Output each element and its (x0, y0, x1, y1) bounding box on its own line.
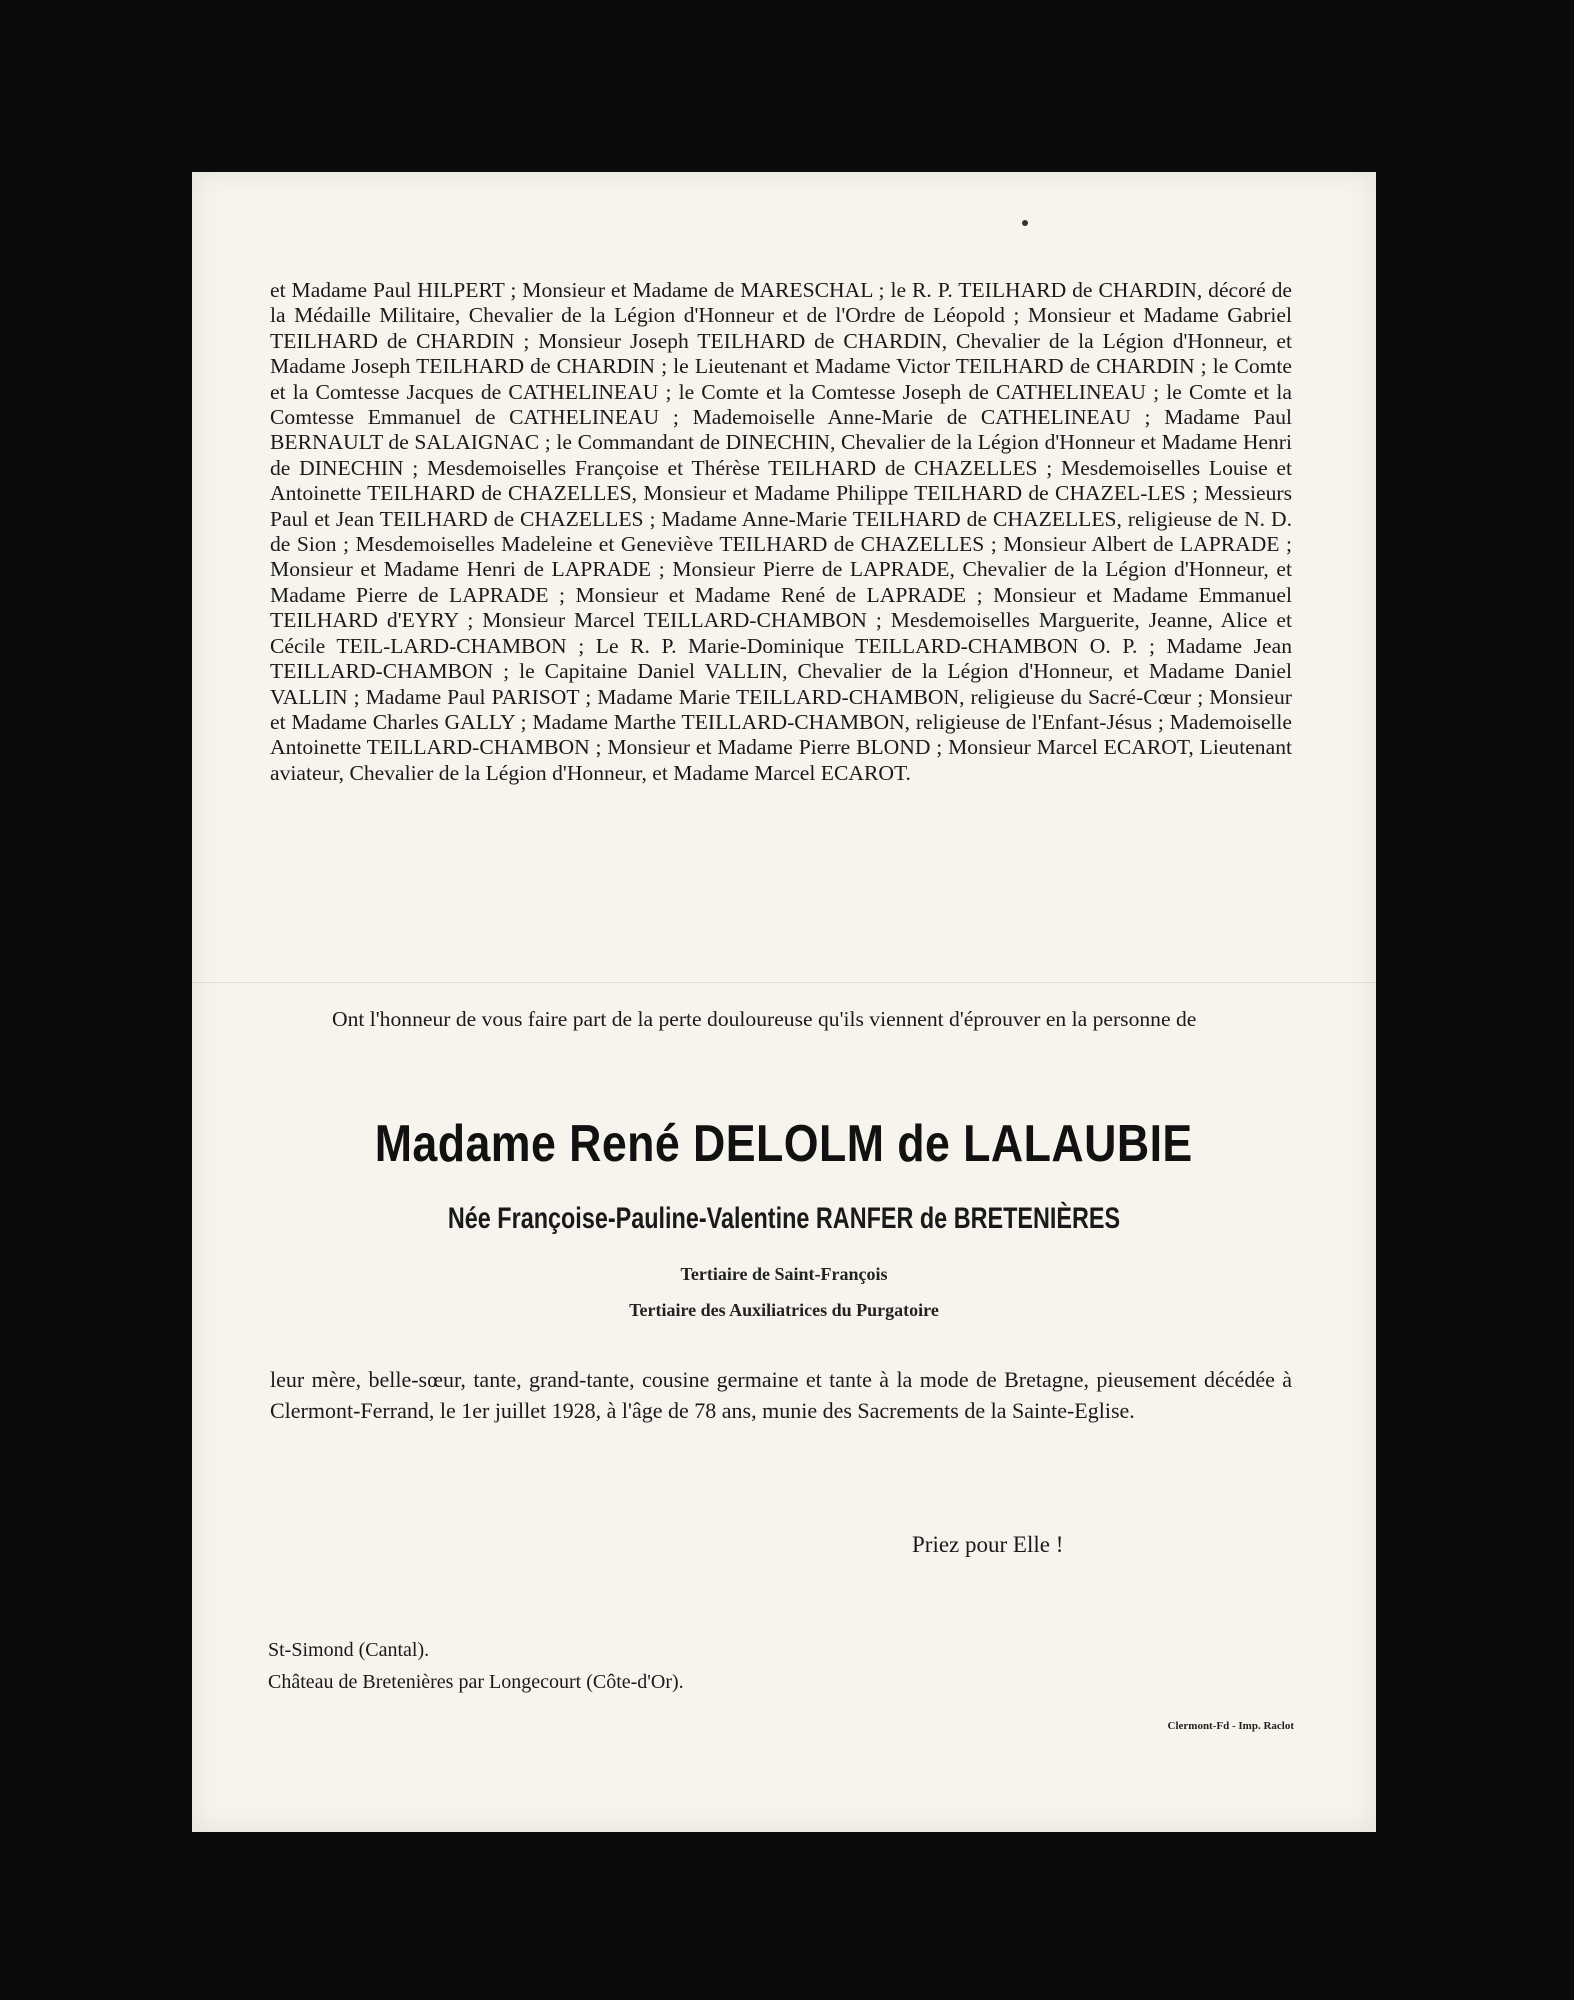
announcement-sheet (192, 172, 1376, 1832)
ink-dot (1022, 220, 1028, 226)
tertiary-auxiliatrices: Tertiaire des Auxiliatrices du Purgatoire (629, 1300, 939, 1320)
maiden-name: Née Françoise-Pauline-Valentine RANFER de BRETENIÈRES (447, 1202, 1121, 1235)
address-line-2: Château de Bretenières par Longecourt (Côte-d'Or). (268, 1671, 684, 1693)
prayer-line: Priez pour Elle ! (912, 1532, 1064, 1557)
death-notice: leur mère, belle-sœur, tante, grand-tante, cousine germaine et tante à la mode de Bretagne, pieusement décédée à Clermont-Ferrand, le 1er juillet 1928, à l'âge de 78 ans, munie des Sacrements de la Sainte-Eglise. (270, 1367, 1292, 1423)
relatives-list: et Madame Paul HILPERT ; Monsieur et Madame de MARESCHAL ; le R. P. TEILHARD de CHARDIN, décoré de la Médaille Militaire, Chevalier de la Légion d'Honneur et de l'Ordre de Léopold ; Monsieur et Madame Gabriel TEILHARD de CHARDIN ; Monsieur Joseph TEILHARD de CHARDIN, Chevalier de la Légion d'Honneur, et Madame Joseph TEILHARD de CHARDIN ; le Lieutenant et Madame Victor TEILHARD de CHARDIN ; le Comte et la Comtesse Jacques de CATHELINEAU ; le Comte et la Comtesse Joseph de CATHELINEAU ; le Comte et la Comtesse Emmanuel de CATHELINEAU ; Mademoiselle Anne-Marie de CATHELINEAU ; Madame Paul BERNAULT de SALAIGNAC ; le Commandant de DINECHIN, Chevalier de la Légion d'Honneur et Madame Henri de DINECHIN ; Mesdemoiselles Françoise et Thérèse TEILHARD de CHAZELLES ; Mesdemoiselles Louise et Antoinette TEILHARD de CHAZELLES, Monsieur et Madame Philippe TEILHARD de CHAZEL-LES ; Messieurs Paul et Jean TEILHARD de CHAZELLES ; Madame Anne-Marie TEILHARD de CHAZELLES, religieuse de N. D. de Sion ; Mesdemoiselles Madeleine et Geneviève TEILHARD de CHAZELLES ; Monsieur Albert de LAPRADE ; Monsieur et Madame Henri de LAPRADE ; Monsieur Pierre de LAPRADE, Chevalier de la Légion d'Honneur, et Madame Pierre de LAPRADE ; Monsieur et Madame René de LAPRADE ; Monsieur et Madame Emmanuel TEILHARD d'EYRY ; Monsieur Marcel TEILLARD-CHAMBON ; Mesdemoiselles Marguerite, Jeanne, Alice et Cécile TEIL-LARD-CHAMBON ; Le R. P. Marie-Dominique TEILLARD-CHAMBON O. P. ; Madame Jean TEILLARD-CHAMBON ; le Capitaine Daniel VALLIN, Chevalier de la Légion d'Honneur, et Madame Daniel VALLIN ; Madame Paul PARISOT ; Madame Marie TEILLARD-CHAMBON, religieuse du Sacré-Cœur ; Monsieur et Madame Charles GALLY ; Madame Marthe TEILLARD-CHAMBON, religieuse de l'Enfant-Jésus ; Mademoiselle Antoinette TEILLARD-CHAMBON ; Monsieur et Madame Pierre BLOND ; Monsieur Marcel ECAROT, Lieutenant aviateur, Chevalier de la Légion d'Honneur, et Madame Marcel ECAROT. (270, 278, 1292, 785)
address-line-1: St-Simond (Cantal). (268, 1639, 430, 1661)
deceased-name: Madame René DELOLM de LALAUBIE (374, 1115, 1193, 1173)
intro-paragraph: Ont l'honneur de vous faire part de la perte douloureuse qu'ils viennent d'éprouver en la personne de (332, 1007, 1197, 1031)
printer-mark: Clermont-Fd - Imp. Raclot (1167, 1720, 1294, 1732)
tertiary-franciscan: Tertiaire de Saint-François (680, 1264, 888, 1284)
address-block (268, 1634, 684, 1698)
